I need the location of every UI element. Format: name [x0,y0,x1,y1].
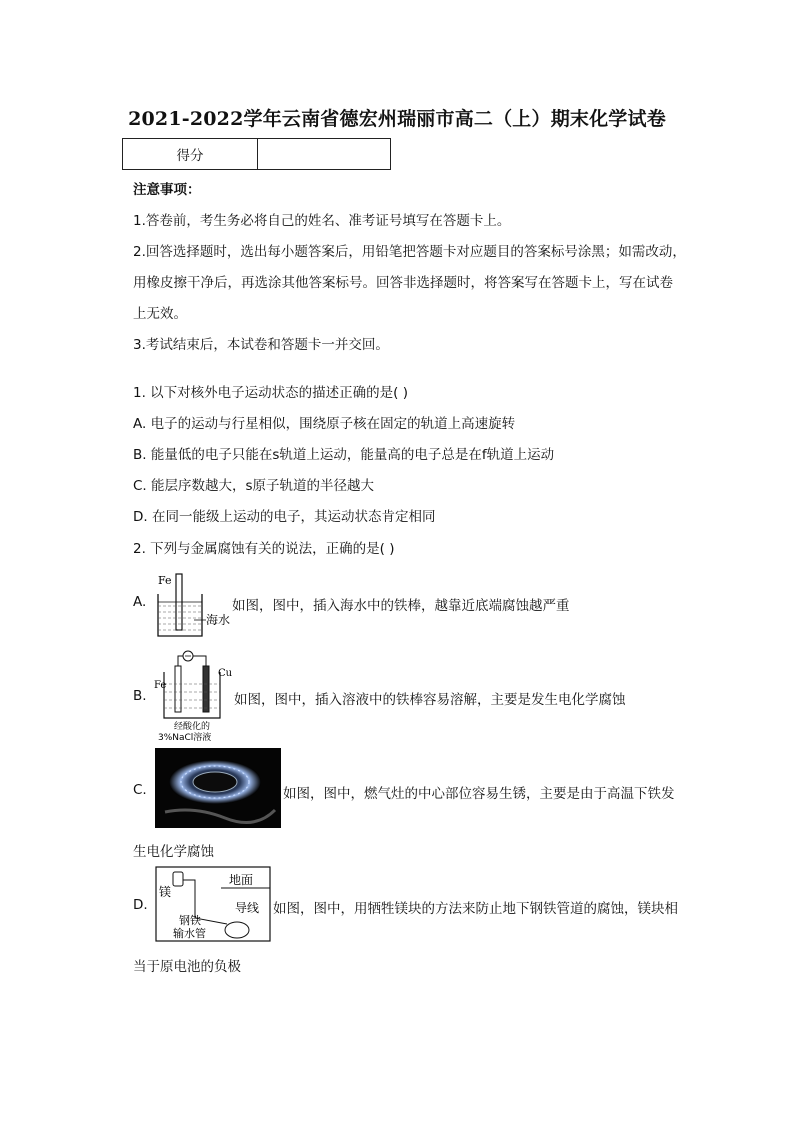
q1-stem: 1. 以下对核外电子运动状态的描述正确的是( ) [133,385,408,401]
q2-option-d-text: 如图，图中，用牺牲镁块的方法来防止地下钢铁管道的腐蚀，镁块相 [273,901,678,917]
q1-option-a: A. 电子的运动与行星相似，围绕原子核在固定的轨道上高速旋转 [133,416,516,432]
pipe-label-2: 输水管 [173,927,206,940]
q1-option-c: C. 能层序数越大，s原子轨道的半径越大 [133,478,375,494]
beaker-outline [164,672,220,718]
cu-label: Cu [218,668,233,679]
burner-center [193,772,237,792]
seawater-label: 海水 [206,613,231,627]
fe-label: Fe [154,680,167,691]
steel-pipe [225,922,249,938]
electrochem-figure [150,646,236,742]
score-label: 得分 [123,139,258,170]
q1-option-d: D. 在同一能级上运动的电子，其运动状态肯定相同 [133,509,436,525]
solution-caption-1: 经酸化的 [174,722,211,732]
q2-stem: 2. 下列与金属腐蚀有关的说法，正确的是( ) [133,541,395,557]
notice-heading: 注意事项： [133,182,201,198]
notice-line-2b: 用橡皮擦干净后，再选涂其他答案标号。回答非选择题时，将答案写在答题卡上，写在试卷 [133,275,673,291]
q2-option-d-letter: D. [133,897,148,913]
solution-caption-2: 3%NaCl溶液 [158,733,212,742]
notice-line-1: 1.答卷前，考生务必将自己的姓名、准考证号填写在答题卡上。 [133,213,511,229]
q2-option-a-letter: A. [133,594,147,610]
beaker-figure [150,570,235,642]
score-box [122,138,391,170]
q2-option-d-cont: 当于原电池的负极 [133,959,241,975]
ground-label: 地面 [229,873,254,887]
magnesium-label: 镁 [159,885,172,899]
page-title: 2021-2022学年云南省德宏州瑞丽市高二（上）期末化学试卷 [128,108,666,130]
q2-option-b-text: 如图，图中，插入溶液中的铁棒容易溶解，主要是发生电化学腐蚀 [234,692,626,708]
wire-label: 导线 [235,901,260,915]
q2-option-c-letter: C. [133,782,147,798]
notice-line-3: 3.考试结束后，本试卷和答题卡一并交回。 [133,337,389,353]
q2-option-a-text: 如图，图中，插入海水中的铁棒，越靠近底端腐蚀越严重 [232,598,570,614]
score-value [258,139,391,170]
pipe-label-1: 钢铁 [179,914,201,927]
fe-label: Fe [158,574,172,587]
q2-option-b-letter: B. [133,688,147,704]
gas-stove-photo [155,748,281,828]
q1-option-b: B. 能量低的电子只能在s轨道上运动，能量高的电子总是在f轨道上运动 [133,447,555,463]
iron-electrode [175,666,181,712]
q2-option-c-cont: 生电化学腐蚀 [133,844,214,860]
notice-line-2a: 2.回答选择题时，选出每小题答案后，用铅笔把答题卡对应题目的答案标号涂黑；如需改动， [133,244,686,260]
pipeline-figure [155,866,271,942]
notice-line-2c: 上无效。 [133,306,187,322]
q2-option-c-text: 如图，图中，燃气灶的中心部位容易生锈，主要是由于高温下铁发 [283,786,675,802]
copper-electrode [203,666,209,712]
circuit-wire [178,656,206,666]
magnesium-block [173,872,183,886]
